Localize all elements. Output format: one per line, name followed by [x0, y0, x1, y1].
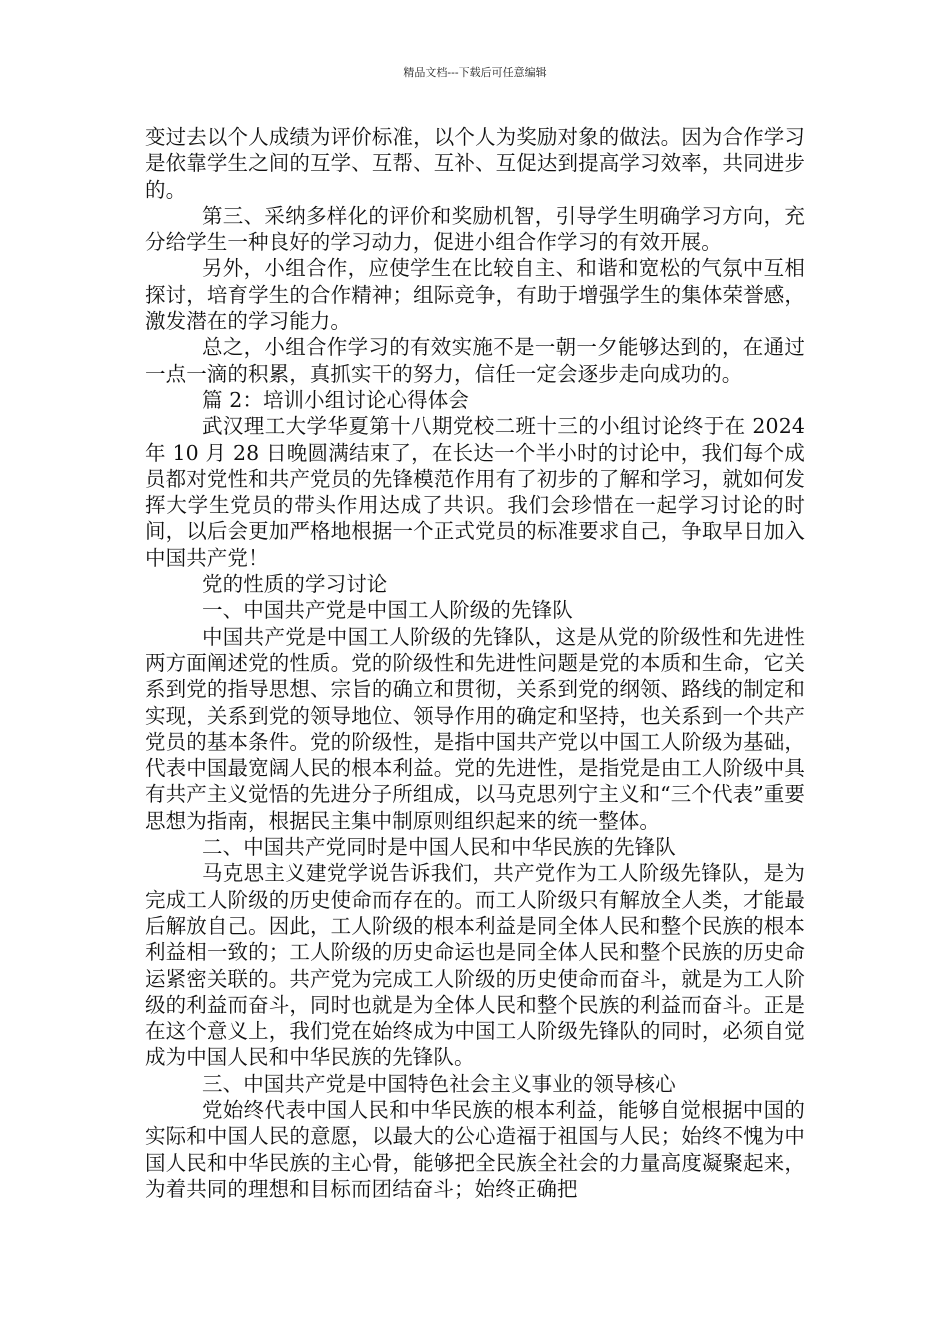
paragraph-point-two: 马克思主义建党学说告诉我们，共产党作为工人阶级先锋队，是为完成工人阶级的历史使命而存在的。而工人阶级只有解放全人类，才能最后解放自己。因此，工人阶级的根本利益是同全体人民和整个民族的根本利益相一致的；工人阶级的历史命运也是同全体人民和整个民族的历史命运紧密关联的。共产党为完成工人阶级的历史使命而奋斗，就是为工人阶级的利益而奋斗，同时也就是为全体人民和整个民族的利益而奋斗。正是在这个意义上，我们党在始终成为中国工人阶级先锋队的同时，必须自觉成为中国人民和中华民族的先锋队。 [145, 861, 805, 1070]
page-header: 精品文档---下载后可任意编辑 [403, 66, 547, 79]
document-body [145, 124, 805, 1202]
heading-point-three: 三、中国共产党是中国特色社会主义事业的领导核心 [202, 1071, 676, 1096]
paragraph-third-point: 第三、采纳多样化的评价和奖励机智，引导学生明确学习方向，充分给学生一种良好的学习动力，促进小组合作学习的有效开展。 [145, 203, 805, 255]
paragraph-conclusion: 总之，小组合作学习的有效实施不是一朝一夕能够达到的，在通过一点一滴的积累，真抓实干的努力，信任一定会逐步走向成功的。 [145, 335, 805, 386]
paragraph-point-one: 中国共产党是中国工人阶级的先锋队，这是从党的阶级性和先进性两方面阐述党的性质。党的阶级性和先进性问题是党的本质和生命，它关系到党的指导思想、宗旨的确立和贯彻，关系到党的纲领、路线的制定和实现，关系到党的领导地位、领导作用的确定和坚持，也关系到一个共产党员的基本条件。党的阶级性，是指中国共产党以中国工人阶级为基础，代表中国最宽阔人民的根本利益。党的先进性，是指党是由工人阶级中具有共产主义觉悟的先进分子所组成，以马克思列宁主义和“三个代表”重要思想为指南，根据民主集中制原则组织起来的统一整体。 [145, 624, 805, 833]
heading-point-two: 二、中国共产党同时是中国人民和中华民族的先锋队 [202, 835, 676, 860]
paragraph-point-three: 党始终代表中国人民和中华民族的根本利益，能够自觉根据中国的实际和中国人民的意愿，以最大的公心造福于祖国与人民；始终不愧为中国人民和中华民族的主心骨，能够把全民族全社会的力量高度凝聚起来，为着共同的理想和目标而团结奋斗；始终正确把 [145, 1097, 805, 1201]
paragraph-discussion-intro: 武汉理工大学华夏第十八期党校二班十三的小组讨论终于在 2024 年 10 月 28 日晚圆满结束了，在长达一个半小时的讨论中，我们每个成员都对党性和共产党员的先锋模范作用有了初步的了解和学习，就如何发挥大学生党员的带头作用达成了共识。我们会珍惜在一起学习讨论的时间，以后会更加严格地根据一个正式党员的标准要求自己，争取早日加入中国共产党！ [145, 414, 805, 570]
paragraph-evaluation-standard: 变过去以个人成绩为评价标准，以个人为奖励对象的做法。因为合作学习是依靠学生之间的互学、互帮、互补、互促达到提高学习效率，共同进步的。 [145, 125, 805, 202]
paragraph-group-cooperation: 另外，小组合作，应使学生在比较自主、和谐和宽松的气氛中互相探讨，培育学生的合作精神；组际竞争，有助于增强学生的集体荣誉感，激发潜在的学习能力。 [145, 256, 805, 334]
section-heading-part-2: 篇 2：培训小组讨论心得体会 [202, 387, 469, 412]
subheading-party-nature: 党的性质的学习讨论 [202, 572, 388, 597]
heading-point-one: 一、中国共产党是中国工人阶级的先锋队 [202, 598, 573, 623]
